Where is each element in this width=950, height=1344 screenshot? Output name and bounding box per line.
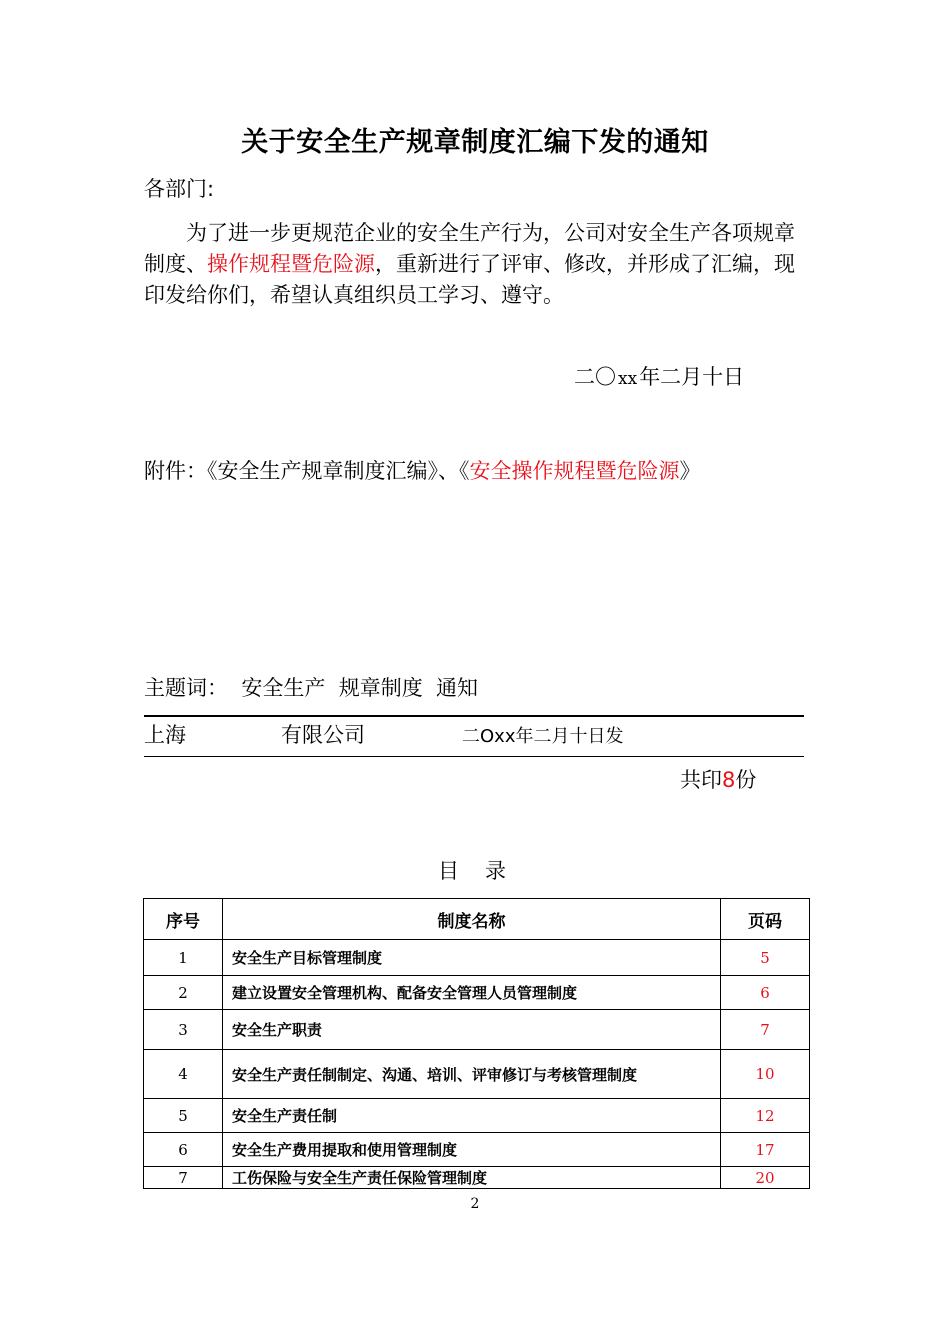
issue-date: 二Oxx年二月十日发 [462, 726, 624, 747]
notice-body [144, 218, 809, 311]
table-row [144, 1167, 810, 1189]
attachment-doc2: 安全操作规程暨危险源 [469, 459, 680, 483]
copies-suffix: 份 [735, 768, 757, 792]
row-page: 17 [721, 1133, 810, 1167]
body-highlight: 操作规程暨危险源 [207, 252, 375, 277]
issuer-city: 上海 [144, 723, 186, 747]
row-number: 7 [144, 1167, 223, 1189]
attachment-open-bracket: 《 [459, 459, 470, 483]
attachment-doc1: 《安全生产规章制度汇编》 [207, 459, 438, 483]
table-row [144, 1010, 810, 1050]
row-title: 安全生产责任制 [223, 1099, 721, 1133]
row-page: 6 [721, 976, 810, 1010]
date-suffix: 年二月十日 [639, 365, 745, 389]
row-title: 安全生产费用提取和使用管理制度 [223, 1133, 721, 1167]
row-page: 7 [721, 1010, 810, 1050]
row-page: 12 [721, 1099, 810, 1133]
row-page: 20 [721, 1167, 810, 1189]
toc-title [0, 855, 950, 885]
toc-header-num: 序号 [144, 899, 223, 940]
notice-date [574, 362, 744, 393]
table-row [144, 1133, 810, 1167]
toc-title-char1: 目 [438, 859, 465, 883]
body-text-part2: ，重新进行了评审、修改，并形成了汇编，现印发给你们，希望认真组织员工学习、遵守。 [144, 252, 795, 308]
row-page: 10 [721, 1050, 810, 1099]
body-text-part1: 为了进一步更规范企业的安全生产行为，公司对安全生产各项规章制度、 [144, 221, 795, 277]
row-number: 6 [144, 1133, 223, 1167]
toc-title-char2: 录 [485, 859, 512, 883]
document-title: 关于安全生产规章制度汇编下发的通知 [241, 127, 709, 158]
attachment-close-bracket: 》 [679, 459, 701, 483]
copies-line [680, 764, 756, 794]
row-title: 安全生产职责 [223, 1010, 721, 1050]
row-page: 5 [721, 940, 810, 976]
row-number: 5 [144, 1099, 223, 1133]
salutation: 各部门: [144, 177, 215, 201]
issuer-company: 有限公司 [281, 723, 365, 747]
row-number: 1 [144, 940, 223, 976]
attachment-line [144, 456, 701, 487]
copies-prefix: 共印 [680, 768, 722, 792]
attachment-separator: 、 [438, 459, 459, 483]
date-prefix: 二〇 [574, 365, 616, 389]
subject-keywords: 主题词： 安全生产 规章制度 通知 [144, 676, 479, 700]
row-number: 3 [144, 1010, 223, 1050]
toc-header-row [144, 899, 810, 940]
attachment-label: 附件： [144, 459, 207, 483]
row-title: 安全生产责任制制定、沟通、培训、评审修订与考核管理制度 [223, 1050, 721, 1099]
row-number: 2 [144, 976, 223, 1010]
table-row [144, 1050, 810, 1099]
row-title: 安全生产目标管理制度 [223, 940, 721, 976]
page-number: 2 [470, 1196, 480, 1212]
table-row [144, 976, 810, 1010]
top-rule [144, 715, 804, 717]
table-row [144, 1099, 810, 1133]
toc-table [143, 898, 810, 1189]
row-number: 4 [144, 1050, 223, 1099]
copies-count: 8 [722, 768, 736, 792]
bottom-rule [144, 756, 804, 757]
table-row [144, 940, 810, 976]
date-xx: xx [618, 369, 638, 389]
toc-header-name: 制度名称 [223, 899, 721, 940]
toc-header-page: 页码 [721, 899, 810, 940]
row-title: 工伤保险与安全生产责任保险管理制度 [223, 1167, 721, 1189]
row-title: 建立设置安全管理机构、配备安全管理人员管理制度 [223, 976, 721, 1010]
